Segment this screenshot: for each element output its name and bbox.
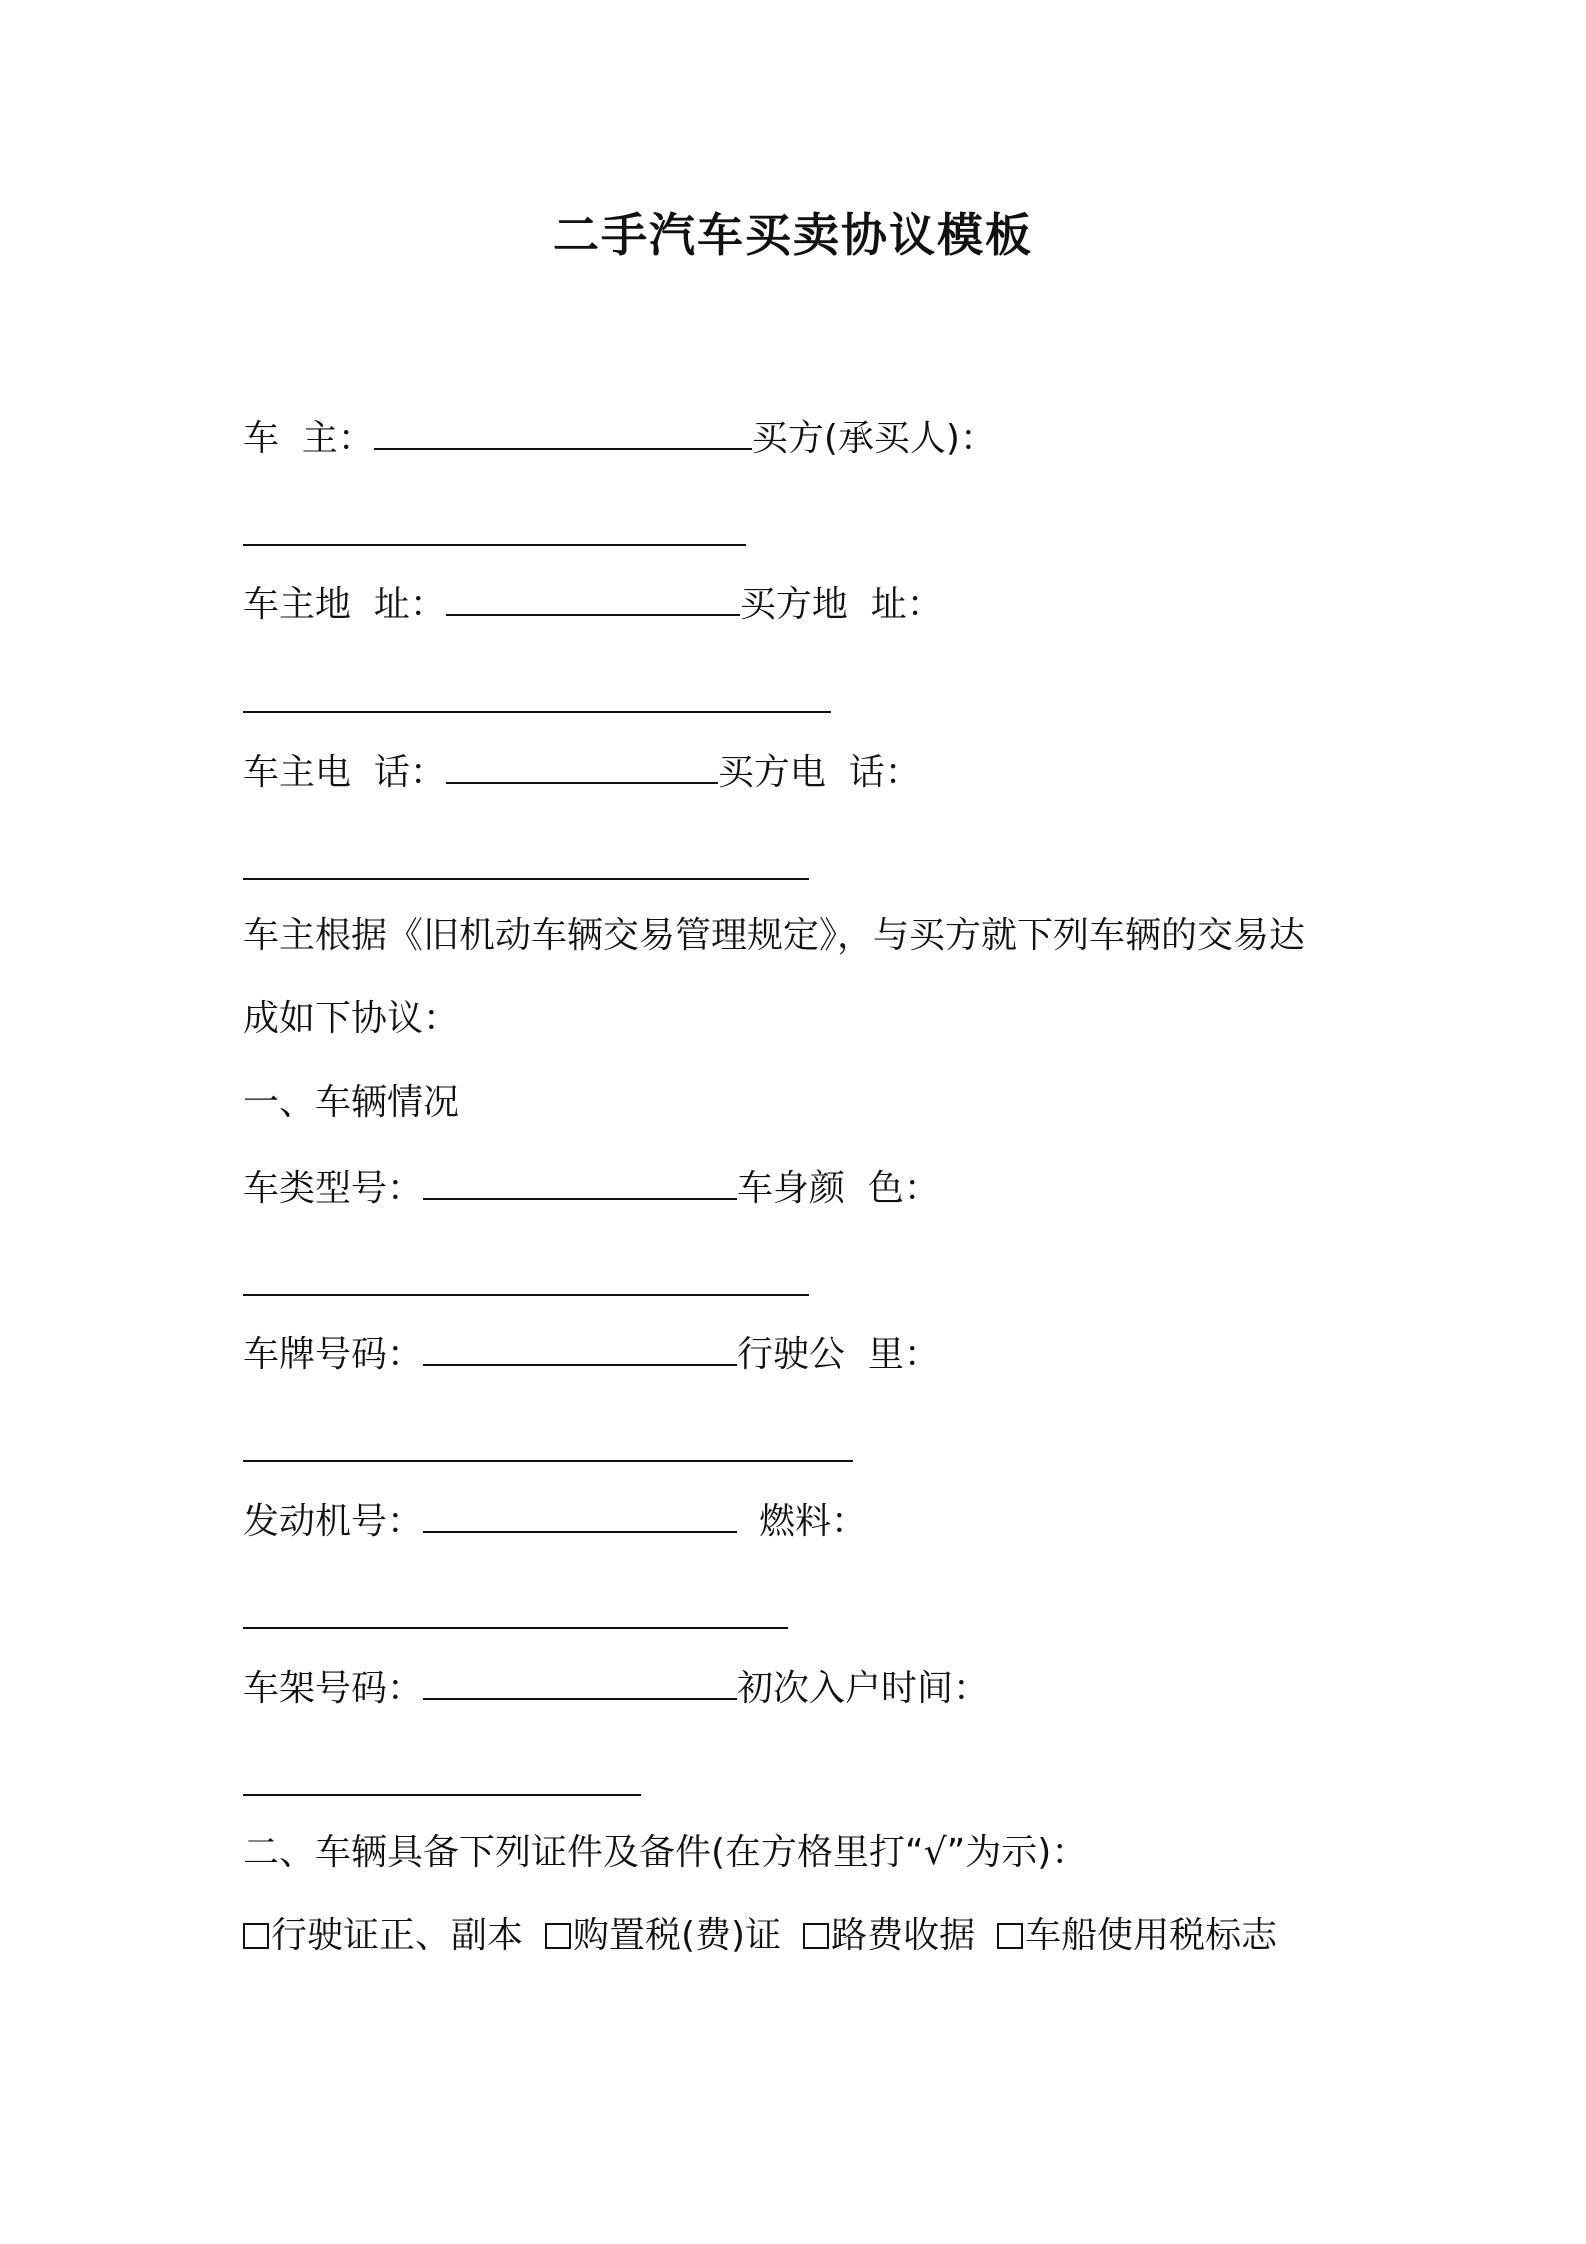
owner-label: 车 主： (243, 418, 374, 459)
plate-number-blank[interactable] (423, 1334, 737, 1366)
engine-fuel-row (243, 1501, 867, 1540)
buyer-phone-blank[interactable] (243, 878, 809, 880)
buyer-address-blank[interactable] (243, 711, 831, 713)
checkbox-purchase-tax[interactable] (545, 1923, 571, 1949)
mileage-label: 行驶公 里： (737, 1334, 940, 1375)
checkbox-label-vessel-tax: 车船使用税标志 (1025, 1915, 1278, 1956)
engine-number-label: 发动机号： (243, 1501, 424, 1542)
plate-number-label: 车牌号码： (243, 1334, 424, 1375)
intro-line-1: 车主根据《旧机动车辆交易管理规定》，与买方就下列车辆的交易达 (243, 915, 1306, 956)
buyer-label: 买方(承买人)： (751, 418, 996, 459)
body-color-label: 车身颜 色： (737, 1168, 940, 1209)
frame-registration-row (243, 1668, 989, 1707)
frame-number-blank[interactable] (423, 1668, 737, 1700)
buyer-address-label: 买方地 址： (739, 584, 943, 625)
section-2-heading: 二、车辆具备下列证件及备件(在方格里打“√”为示)： (243, 1832, 1088, 1873)
owner-blank[interactable] (374, 418, 752, 450)
fuel-blank[interactable] (243, 1627, 788, 1629)
vehicle-model-label: 车类型号： (243, 1168, 424, 1209)
engine-number-blank[interactable] (423, 1501, 737, 1533)
buyer-blank[interactable] (243, 544, 746, 546)
buyer-phone-label: 买方电 话： (717, 752, 921, 793)
document-title: 二手汽车买卖协议模板 (553, 208, 1033, 262)
checkbox-label-driving-license: 行驶证正、副本 (271, 1915, 524, 1956)
model-color-row (243, 1168, 940, 1207)
documents-checklist (243, 1915, 1278, 1956)
phone-row (243, 752, 921, 791)
first-registration-blank[interactable] (243, 1794, 641, 1796)
owner-row (243, 418, 996, 457)
owner-phone-blank[interactable] (446, 752, 718, 784)
first-registration-label: 初次入户时间： (737, 1668, 990, 1709)
checkbox-road-toll[interactable] (803, 1923, 829, 1949)
checkbox-label-road-toll: 路费收据 (831, 1915, 976, 1956)
body-color-blank[interactable] (243, 1294, 809, 1296)
address-row (243, 584, 943, 623)
checkbox-label-purchase-tax: 购置税(费)证 (573, 1915, 782, 1956)
fuel-label: 燃料： (759, 1501, 868, 1542)
checkbox-vessel-tax[interactable] (997, 1923, 1023, 1949)
vehicle-model-blank[interactable] (423, 1168, 737, 1200)
mileage-blank[interactable] (243, 1460, 853, 1462)
owner-address-label: 车主地 址： (243, 584, 446, 625)
frame-number-label: 车架号码： (243, 1668, 424, 1709)
checkbox-driving-license[interactable] (243, 1923, 269, 1949)
plate-mileage-row (243, 1334, 940, 1373)
owner-address-blank[interactable] (446, 584, 740, 616)
owner-phone-label: 车主电 话： (243, 752, 446, 793)
section-1-heading: 一、车辆情况 (243, 1082, 460, 1123)
intro-line-2: 成如下协议： (243, 998, 460, 1039)
